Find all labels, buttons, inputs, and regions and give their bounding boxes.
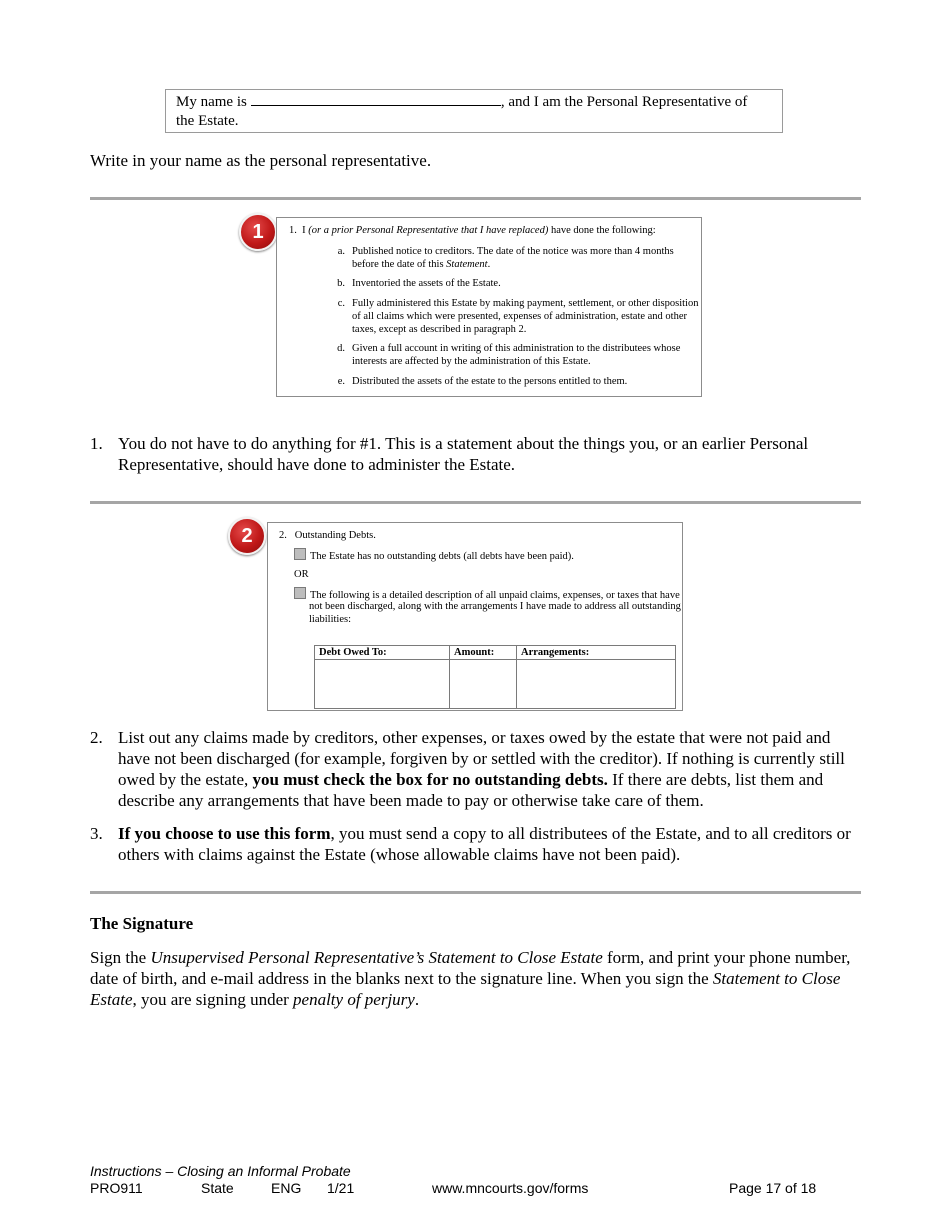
footer-form-id: PRO911 <box>90 1180 143 1196</box>
form1-sub-b-letter: b. <box>337 278 345 289</box>
section-divider <box>90 891 861 894</box>
form1-sub-a: Published notice to creditors. The date of the notice was more than 4 months before the date of this Statement. <box>352 246 674 270</box>
footer-language: ENG <box>271 1180 302 1196</box>
form2-or: OR <box>294 569 309 580</box>
list-item-3-number: 3. <box>90 824 103 843</box>
form2-option-debts-line2: not been discharged, along with the arrangements I have made to address all outstanding <box>309 601 681 612</box>
table-row <box>315 660 676 709</box>
form2-option-no-debts: The Estate has no outstanding debts (all debts have been paid). <box>294 548 574 563</box>
no-debts-checkbox[interactable] <box>294 548 306 560</box>
name-blank-line <box>251 92 501 106</box>
footer-page-number: Page 17 of 18 <box>729 1180 817 1196</box>
list-item-2-text: List out any claims made by creditors, other expenses, or taxes owed by the estate that were not paid and have not been discharged (for example, forgiven by or settled with the creditor). If nothing is currently still owed by the estate, you must check the box for no outstanding debts. If there are debts, list them and describe any arrangements that have been made to pay or otherwise take care of them. <box>118 728 845 810</box>
footer-jurisdiction: State <box>201 1180 234 1196</box>
signature-paragraph: Sign the Unsupervised Personal Representative’s Statement to Close Estate form, and print your phone number, date of birth, and e-mail address in the blanks next to the signature line. When you sign the Statement to Close Estate, you are signing under penalty of perjury. <box>90 948 851 1009</box>
form-excerpt-1 <box>276 217 702 397</box>
footer-title: Instructions – Closing an Informal Probate <box>90 1163 351 1179</box>
list-item-1-number: 1. <box>90 434 103 453</box>
form1-item-heading: 1. I (or a prior Personal Representative that I have replaced) have done the following: <box>289 225 656 236</box>
signature-heading: The Signature <box>90 914 194 933</box>
name-statement-box <box>165 89 783 133</box>
debt-owed-cell[interactable] <box>315 660 450 709</box>
form2-option-debts: The following is a detailed description of all unpaid claims, expenses, or taxes that have <box>294 587 680 602</box>
section-divider <box>90 501 861 504</box>
form2-option-debts-line3: liabilities: <box>309 614 351 625</box>
footer-revision: 1/21 <box>327 1180 355 1196</box>
form1-sub-c: Fully administered this Estate by making payment, settlement, or other disposition of all claims which were presented, expenses of administration, estate and other taxes, except as described in paragraph 2. <box>352 298 699 335</box>
form1-sub-e-letter: e. <box>337 376 345 387</box>
section-divider <box>90 197 861 200</box>
form1-sub-e: Distributed the assets of the estate to the persons entitled to them. <box>352 376 628 387</box>
arrangements-cell[interactable] <box>517 660 676 709</box>
amount-cell[interactable] <box>450 660 517 709</box>
list-item-1-text: You do not have to do anything for #1. This is a statement about the things you, or an earlier Personal Representative, should have done to administer the Estate. <box>118 434 809 474</box>
form1-sub-c-letter: c. <box>337 298 345 309</box>
form1-sub-d: Given a full account in writing of this administration to the distributees whose interests are affected by the administration of this Estate. <box>352 343 681 367</box>
name-prefix: My name is <box>176 94 247 110</box>
step-badge-2: 2 <box>228 517 266 555</box>
form1-sub-d-letter: d. <box>337 343 345 354</box>
form1-sub-a-letter: a. <box>337 246 345 257</box>
amount-header: Amount: <box>450 646 517 660</box>
debt-table <box>314 645 676 709</box>
debts-checkbox[interactable] <box>294 587 306 599</box>
name-line2: the Estate. <box>176 113 239 129</box>
form-excerpt-2 <box>267 522 683 711</box>
form1-sub-b: Inventoried the assets of the Estate. <box>352 278 501 289</box>
footer-website[interactable]: www.mncourts.gov/forms <box>432 1180 589 1196</box>
arrangements-header: Arrangements: <box>517 646 676 660</box>
list-item-3-text: If you choose to use this form, you must send a copy to all distributees of the Estate, and to all creditors or others with claims against the Estate (whose allowable claims have not been paid). <box>118 824 851 864</box>
debt-owed-header: Debt Owed To: <box>315 646 450 660</box>
form2-heading: 2. Outstanding Debts. <box>279 530 376 541</box>
name-suffix: , and I am the Personal Representative of <box>500 94 748 110</box>
step-badge-1: 1 <box>239 213 277 251</box>
list-item-2-number: 2. <box>90 728 103 747</box>
instruction-name: Write in your name as the personal representative. <box>90 151 432 170</box>
